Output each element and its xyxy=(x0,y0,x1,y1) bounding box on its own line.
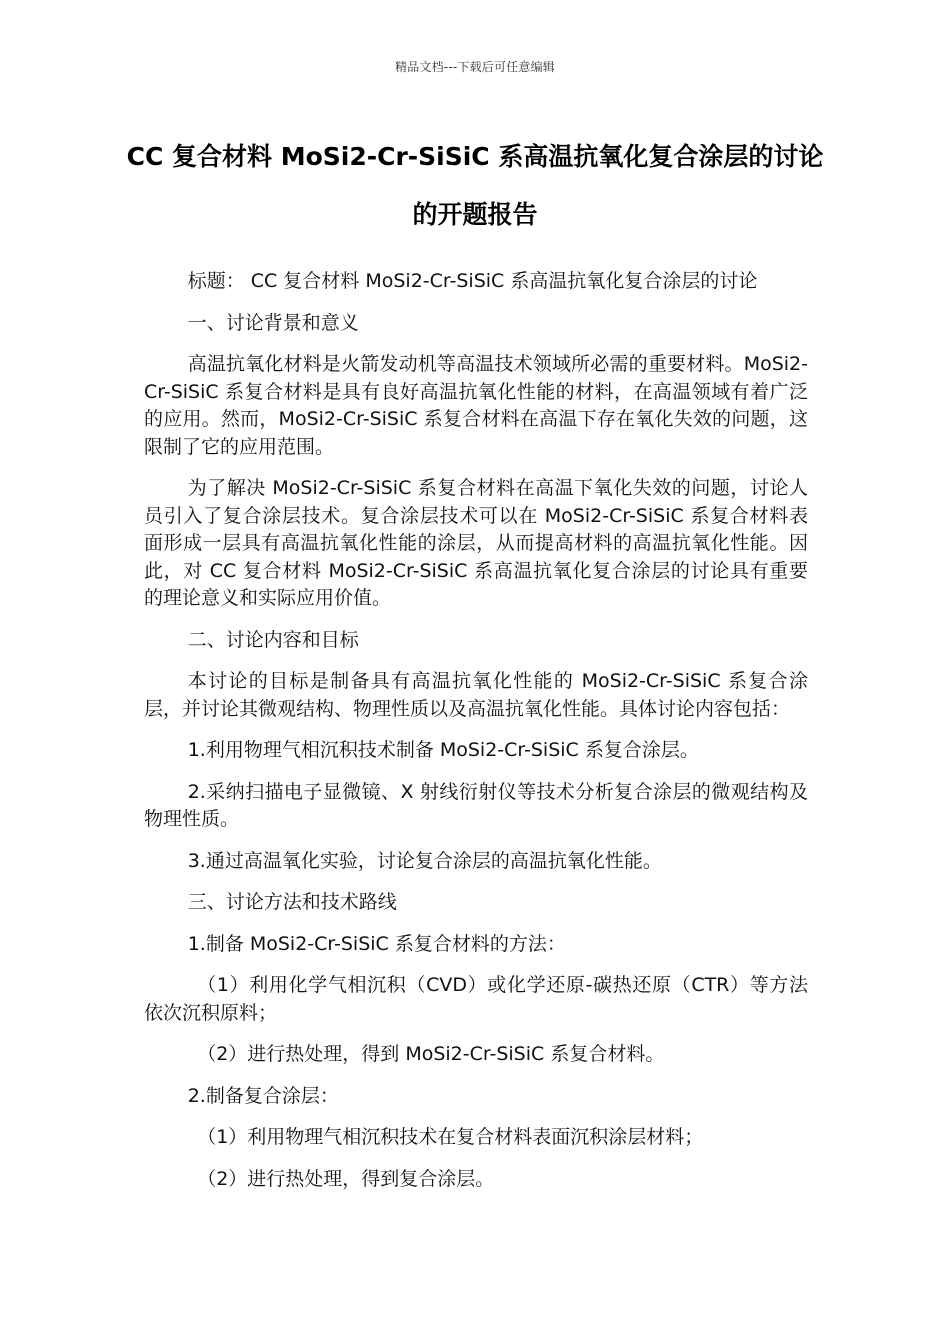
list-item-content-1: 1.利用物理气相沉积技术制备 MoSi2-Cr-SiSiC 系复合涂层。 xyxy=(187,739,699,761)
sub-item-method-1-1: （1）利用化学气相沉积（CVD）或化学还原-碳热还原（CTR）等方法依次沉积原料； xyxy=(144,974,808,1024)
header-note: 精品文档---下载后可任意编辑 xyxy=(395,60,555,74)
topic-line: 标题： CC 复合材料 MoSi2-Cr-SiSiC 系高温抗氧化复合涂层的讨论 xyxy=(187,270,758,292)
list-item-content-3: 3.通过高温氧化实验，讨论复合涂层的高温抗氧化性能。 xyxy=(187,849,662,872)
section-heading-content: 二、讨论内容和目标 xyxy=(187,628,359,651)
sub-item-method-1-2: （2）进行热处理，得到 MoSi2-Cr-SiSiC 系复合材料。 xyxy=(197,1043,665,1065)
list-item-method-1: 1.制备 MoSi2-Cr-SiSiC 系复合材料的方法： xyxy=(187,932,566,955)
paragraph-background-1: 高温抗氧化材料是火箭发动机等高温技术领域所必需的重要材料。MoSi2-Cr-SiSiC 系复合材料是具有良好高温抗氧化性能的材料，在高温领域有着广泛的应用。然而，MoSi2-Cr-SiSiC 系复合材料在高温下存在氧化失效的问题，这限制了它的应用范围。 xyxy=(144,353,808,458)
document-body xyxy=(144,268,808,1207)
sub-item-method-2-1: （1）利用物理气相沉积技术在复合材料表面沉积涂层材料； xyxy=(197,1126,704,1148)
paragraph-background-2: 为了解决 MoSi2-Cr-SiSiC 系复合材料在高温下氧化失效的问题，讨论人员引入了复合涂层技术。复合涂层技术可以在 MoSi2-Cr-SiSiC 系复合材料表面形成一层具有高温抗氧化性能的涂层，从而提高材料的高温抗氧化性能。因此，对 CC 复合材料 MoSi2-Cr-SiSiC 系高温抗氧化复合涂层的讨论具有重要的理论意义和实际应用价值。 xyxy=(144,477,808,609)
section-heading-methods: 三、讨论方法和技术路线 xyxy=(187,891,397,913)
list-item-method-2: 2.制备复合涂层： xyxy=(187,1084,339,1107)
document-title: CC 复合材料 MoSi2-Cr-SiSiC 系高温抗氧化复合涂层的讨论的开题报告 xyxy=(126,142,824,229)
paragraph-content-intro: 本讨论的目标是制备具有高温抗氧化性能的 MoSi2-Cr-SiSiC 系复合涂层，并讨论其微观结构、物理性质以及高温抗氧化性能。具体讨论内容包括： xyxy=(144,670,808,720)
sub-item-method-2-2: （2）进行热处理，得到复合涂层。 xyxy=(197,1167,495,1190)
list-item-content-2: 2.采纳扫描电子显微镜、X 射线衍射仪等技术分析复合涂层的微观结构及物理性质。 xyxy=(144,780,808,830)
section-heading-background: 一、讨论背景和意义 xyxy=(187,311,359,334)
